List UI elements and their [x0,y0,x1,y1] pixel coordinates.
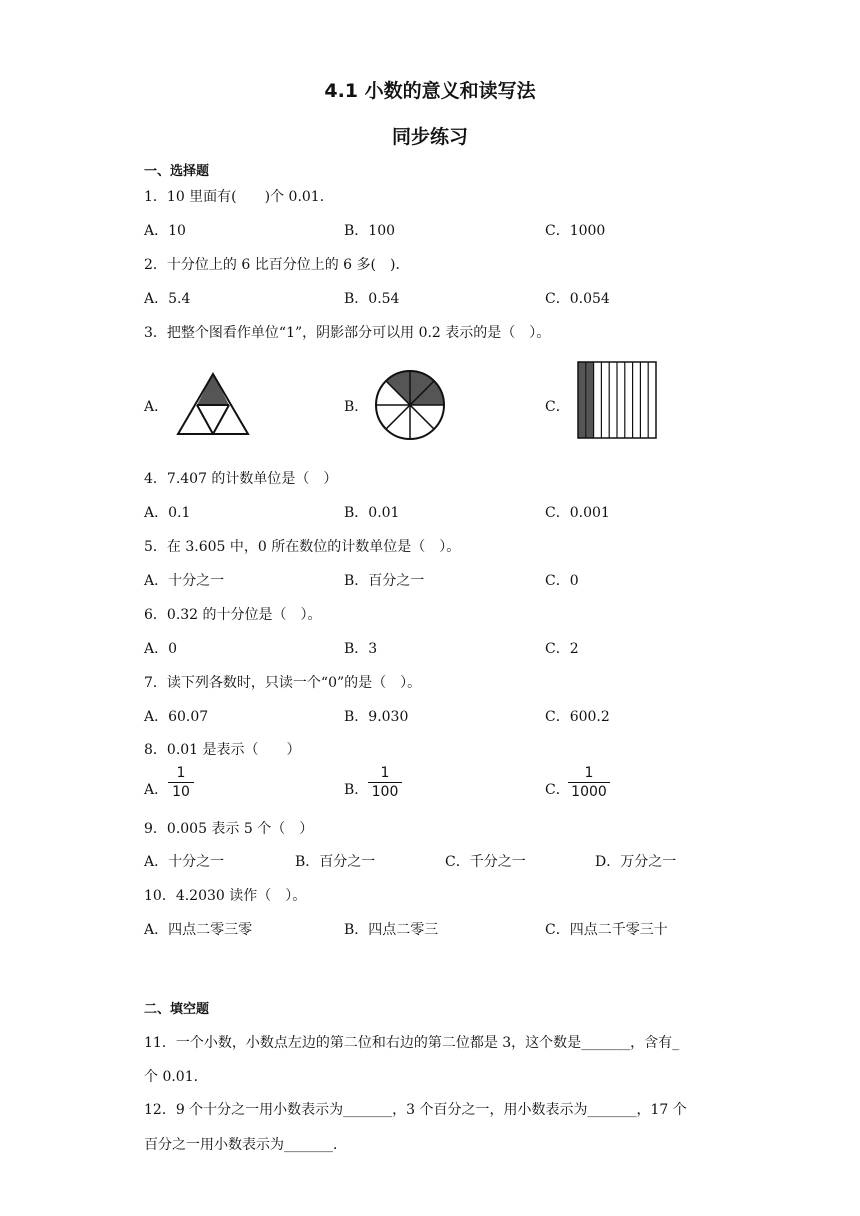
fraction-c [568,765,610,800]
question-11-line1: 11．一个小数，小数点左边的第二位和右边的第二位都是 3，这个数是_______，含有_ [144,1035,680,1051]
q1-option-a: A．10 [144,223,186,239]
q5-option-a: A．十分之一 [144,573,225,589]
q3-option-b: B． [344,399,369,415]
question-3: 3．把整个图看作单位“1”，阴影部分可以用 0.2 表示的是（ ）。 [144,325,551,341]
q4-option-c: C．0.001 [545,505,610,521]
q6-option-b: B．3 [344,641,378,657]
question-8: 8．0.01 是表示（ ） [144,742,301,758]
q9-option-b: B．百分之一 [295,854,376,870]
q9-option-a: A．十分之一 [144,854,225,870]
q8-option-c: C． [545,782,570,798]
fraction-b-denominator: 100 [371,784,399,800]
triangle-figure [176,372,250,436]
q5-option-b: B．百分之一 [344,573,425,589]
q10-option-b: B．四点二零三 [344,922,439,938]
q4-option-b: B．0.01 [344,505,400,521]
q2-option-a: A．5.4 [144,291,191,307]
question-9: 9．0.005 表示 5 个（ ） [144,821,314,837]
q1-option-c: C．1000 [545,223,606,239]
question-12-line1: 12．9 个十分之一用小数表示为_______，3 个百分之一，用小数表示为_______，17 个 [144,1102,687,1118]
q4-option-a: A．0.1 [144,505,191,521]
q6-option-a: A．0 [144,641,178,657]
section-fill-heading: 二、填空题 [144,1002,210,1017]
q7-option-a: A．60.07 [144,709,209,725]
question-1: 1．10 里面有( )个 0.01． [144,189,334,205]
q7-option-c: C．600.2 [545,709,610,725]
fraction-a [168,765,194,800]
fraction-b-numerator: 1 [380,765,390,781]
q8-option-b: B． [344,782,369,798]
q3-option-a: A． [144,399,169,415]
question-2: 2．十分位上的 6 比百分位上的 6 多( )． [144,257,410,273]
q7-option-b: B．9.030 [344,709,409,725]
q3-option-c: C． [545,399,570,415]
fraction-a-numerator: 1 [176,765,186,781]
fraction-b [368,765,402,800]
q6-option-c: C．2 [545,641,579,657]
question-12-line2: 百分之一用小数表示为_______． [144,1137,347,1153]
question-4: 4．7.407 的计数单位是（ ） [144,471,338,487]
q8-option-a: A． [144,782,169,798]
q10-option-c: C．四点二千零三十 [545,922,668,938]
q9-option-c: C．千分之一 [445,854,526,870]
fraction-c-numerator: 1 [584,765,594,781]
section-choice-heading: 一、选择题 [144,164,210,179]
question-11-line2: 个 0.01． [144,1069,208,1085]
page-subtitle: 同步练习 [391,126,468,148]
question-5: 5．在 3.605 中，0 所在数位的计数单位是（ ）。 [144,539,461,555]
fraction-c-denominator: 1000 [571,784,607,800]
q5-option-c: C．0 [545,573,579,589]
circle-figure [373,368,447,442]
page-title: 4.1 小数的意义和读写法 [324,80,536,102]
question-7: 7．读下列各数时，只读一个“0”的是（ ）。 [144,675,422,691]
fraction-a-denominator: 10 [172,784,190,800]
q9-option-d: D．万分之一 [595,854,677,870]
question-6: 6．0.32 的十分位是（ ）。 [144,607,322,623]
q2-option-c: C．0.054 [545,291,610,307]
q10-option-a: A．四点二零三零 [144,922,253,938]
q1-option-b: B．100 [344,223,396,239]
bar-figure [577,361,657,439]
question-10: 10．4.2030 读作（ ）。 [144,888,307,904]
q2-option-b: B．0.54 [344,291,400,307]
